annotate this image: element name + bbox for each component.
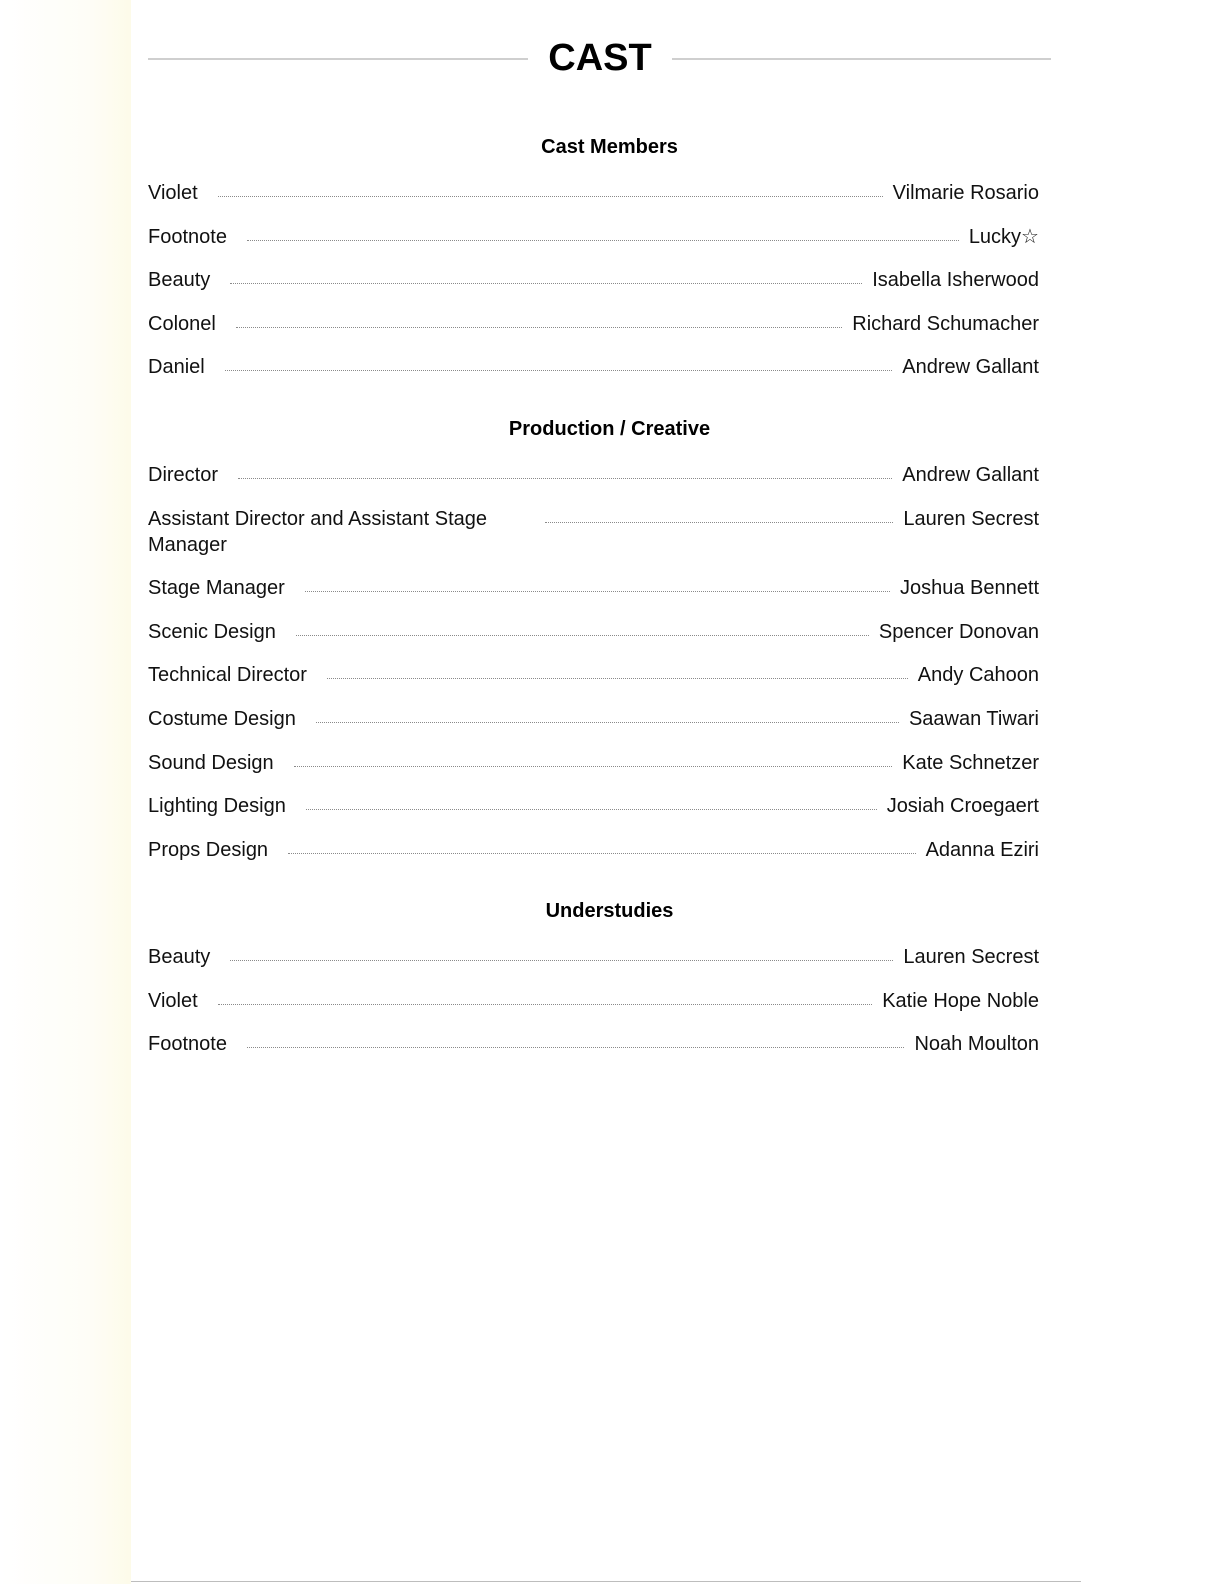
role-label: Technical Director — [148, 664, 307, 687]
person-name: Adanna Eziri — [925, 838, 1039, 861]
page-bottom-border — [131, 1581, 1081, 1582]
role-label: Assistant Director and Assistant Stage Manager — [148, 507, 488, 556]
role-label: Director — [148, 464, 219, 486]
role-label: Footnote — [148, 1033, 227, 1056]
credit-row — [148, 506, 1039, 558]
person-name: Joshua Bennett — [900, 577, 1039, 600]
person-name: Katie Hope Noble — [882, 989, 1039, 1012]
role-label: Beauty — [148, 946, 211, 968]
role-label: Stage Manager — [148, 577, 285, 600]
section-heading-cast-members: Cast Members — [541, 136, 678, 158]
role-label: Sound Design — [148, 751, 274, 774]
person-name: Richard Schumacher — [852, 312, 1039, 335]
person-name: Andy Cahoon — [917, 664, 1039, 687]
role-label: Daniel — [148, 356, 205, 379]
credit-row — [148, 837, 1039, 863]
page-title: CAST — [548, 37, 652, 79]
page-title-row — [148, 38, 1051, 78]
person-name: Isabella Isherwood — [872, 269, 1039, 292]
credit-row — [148, 793, 1039, 819]
role-label: Costume Design — [148, 707, 296, 730]
credit-row — [148, 1031, 1039, 1057]
dot-leader — [294, 750, 893, 767]
dot-leader — [230, 267, 862, 284]
dot-leader — [316, 706, 899, 723]
person-name: Andrew Gallant — [902, 464, 1039, 486]
dot-leader — [306, 793, 877, 810]
section-heading-production-creative: Production / Creative — [508, 418, 711, 440]
role-label: Violet — [148, 989, 198, 1012]
role-label: Beauty — [148, 269, 211, 292]
dot-leader — [218, 180, 883, 197]
person-name: Josiah Croegaert — [886, 795, 1039, 818]
understudies-list — [148, 944, 1039, 1075]
credit-row — [148, 311, 1039, 337]
dot-leader — [305, 575, 890, 592]
credit-row — [148, 750, 1039, 776]
credit-row — [148, 619, 1039, 645]
credit-row — [148, 462, 1039, 488]
dot-leader — [225, 354, 893, 371]
role-label: Colonel — [148, 312, 216, 335]
dot-leader — [288, 837, 916, 854]
dot-leader — [327, 662, 908, 679]
person-name: Lauren Secrest — [903, 946, 1039, 968]
role-label: Scenic Design — [148, 620, 276, 643]
section-heading-understudies: Understudies — [545, 900, 674, 922]
dot-leader — [218, 988, 873, 1005]
person-name: Lucky☆ — [968, 225, 1039, 248]
credit-row — [148, 944, 1039, 970]
role-label: Violet — [148, 182, 198, 204]
dot-leader — [247, 224, 959, 241]
credit-row — [148, 988, 1039, 1014]
credit-row — [148, 224, 1039, 250]
dot-leader — [545, 506, 893, 523]
person-name: Spencer Donovan — [878, 620, 1039, 643]
person-name: Noah Moulton — [914, 1033, 1039, 1056]
credit-row — [148, 662, 1039, 688]
person-name: Lauren Secrest — [903, 507, 1039, 530]
role-label: Lighting Design — [148, 795, 286, 818]
dot-leader — [236, 311, 842, 328]
dot-leader — [247, 1031, 905, 1048]
cast-members-list — [148, 180, 1039, 398]
page-margin-shade — [0, 0, 131, 1584]
credit-row — [148, 267, 1039, 293]
credit-row — [148, 575, 1039, 601]
person-name: Andrew Gallant — [902, 356, 1039, 379]
dot-leader — [296, 619, 869, 636]
title-rule-left — [148, 58, 528, 60]
credit-row — [148, 180, 1039, 206]
dot-leader — [230, 944, 893, 961]
role-label: Props Design — [148, 838, 269, 861]
person-name: Saawan Tiwari — [908, 707, 1039, 730]
credit-row — [148, 706, 1039, 732]
production-creative-list — [148, 462, 1039, 880]
dot-leader — [238, 462, 892, 479]
title-rule-right — [672, 58, 1051, 60]
person-name: Kate Schnetzer — [902, 751, 1039, 774]
role-label: Footnote — [148, 225, 227, 248]
credit-row — [148, 354, 1039, 380]
person-name: Vilmarie Rosario — [892, 182, 1039, 204]
